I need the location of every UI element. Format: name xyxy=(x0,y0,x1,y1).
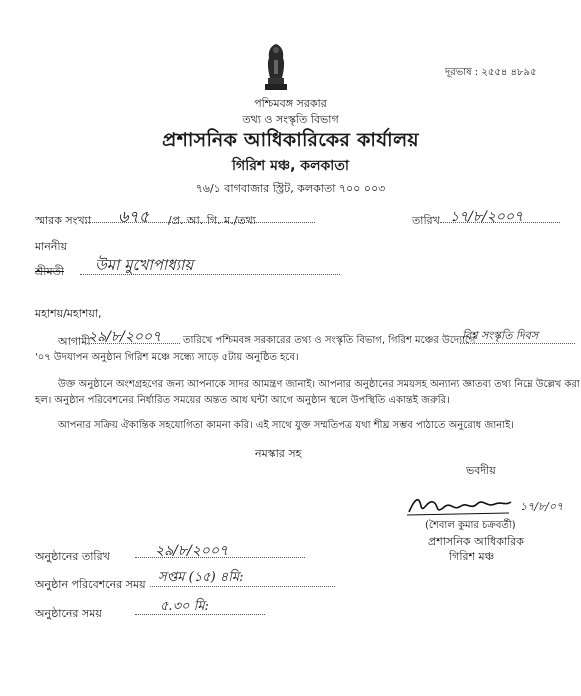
detail-label-date: অনুষ্ঠানের তারিখ xyxy=(35,550,110,563)
office-place: গিরিশ মঞ্চ, কলকাতা xyxy=(232,158,349,174)
closing-yours: ভবদীয় xyxy=(466,464,496,477)
detail-label-time: অনুষ্ঠানের সময় xyxy=(35,607,102,620)
signature-icon xyxy=(405,492,515,520)
closing-regards: নমস্কার সহ xyxy=(255,447,302,460)
office-title: প্রশাসনিক আধিকারিকের কার্যালয় xyxy=(162,129,419,151)
para2-line1: উক্ত অনুষ্ঠানে অংশগ্রহণের জন্য আপনাকে সাদর আমন্ত্রণ জানাই। আপনার অনুষ্ঠানের সময়সহ অন্যান্য জ্ঞাতব্য তথ্য নিম্নে উল্লেখ করা xyxy=(58,379,580,390)
memo-date-value: ১৭/৮/২০০৭ xyxy=(450,209,524,225)
signature-date: ১৭/৮/০৭ xyxy=(520,500,564,513)
para2-line2: হল। অনুষ্ঠান পরিবেশনের নির্ধারিত সময়ের অন্তত আধ ঘন্টা আগে অনুষ্ঠান স্থলে উপস্থিতি একান্তই জরুরি। xyxy=(35,395,450,406)
detail-value-time: ৫.৩০ মি: xyxy=(160,599,209,614)
phone-number: দূরভাষ : ২৫৫৪ ৪৮৯৫ xyxy=(445,67,537,78)
memo-ref-number: ৬৭৫ xyxy=(118,207,150,226)
signer-place: গিরিশ মঞ্চ xyxy=(449,550,495,563)
signer-name: (শৈবাল কুমার চক্রবর্তী) xyxy=(425,520,516,531)
para1-text: তারিখে পশ্চিমবঙ্গ সরকারের তথ্য ও সংস্কৃতি বিভাগ, গিরিশ মঞ্চের উদ্যোগে xyxy=(183,335,476,346)
para3: আপনার সক্রিয় ঐকান্তিক সহযোগিতা কামনা করি। এই সাথে যুক্ত সম্মতিপত্র যথা শীঘ্র সম্ভব পাঠাতে অনুরোধ জানাই। xyxy=(58,420,514,431)
para1-event-date: ২৯/৮/২০০৭ xyxy=(88,329,162,345)
govt-name: পশ্চিমবঙ্গ সরকার xyxy=(254,97,327,110)
recipient-prefix: শ্রীমতী xyxy=(35,265,64,278)
department-name: তথ্য ও সংস্কৃতি বিভাগ xyxy=(242,113,339,126)
salutation: মাননীয় xyxy=(35,240,68,253)
para1-line2: '০৭ উদযাপন অনুষ্ঠান গিরিশ মঞ্চে সন্ধ্যে সাড়ে ৫টায় অনুষ্ঠিত হবে। xyxy=(35,352,299,363)
memo-ref-suffix: /প্র. আ. গি. ম./তথ্য xyxy=(168,214,256,227)
signer-title: প্রশাসনিক আধিকারিক xyxy=(428,535,525,548)
detail-label-performance-time: অনুষ্ঠান পরিবেশনের সময় xyxy=(35,578,146,591)
recipient-name: উমা মুখোপাধ্যায় xyxy=(95,256,194,274)
state-emblem-icon xyxy=(262,40,290,92)
memo-date-label: তারিখ xyxy=(412,214,440,227)
para1-event-name: বিশ্ব সংস্কৃতি দিবস xyxy=(462,329,539,342)
detail-value-date: ২৯/৮/২০০৭ xyxy=(155,543,229,559)
para1-prefix: আগামী xyxy=(58,335,91,348)
detail-value-performance-time: সপ্তম (১৫) ৪মি: xyxy=(158,570,244,585)
office-address: ৭৬/১ বাগবাজার স্ট্রিট, কলকাতা ৭০০ ০০৩ xyxy=(195,182,386,195)
memo-ref-label: স্মারক সংখ্যা xyxy=(35,214,92,227)
greeting: মহাশয়/মহাশয়া, xyxy=(35,307,102,320)
